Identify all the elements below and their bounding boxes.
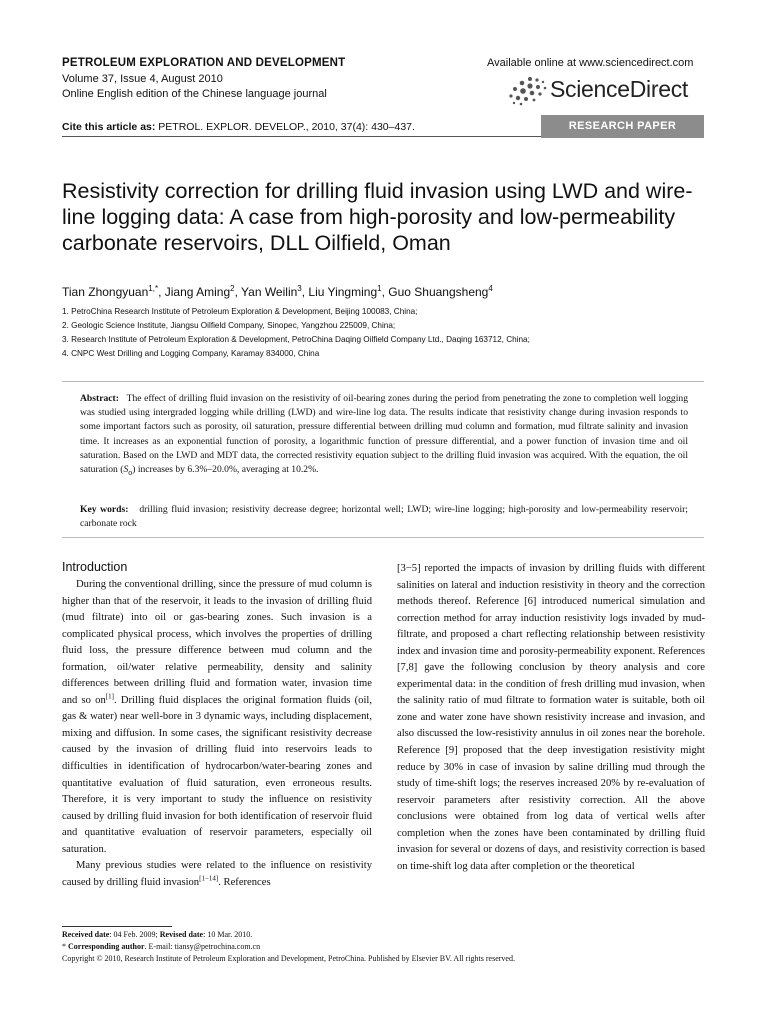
- author-name: Yan Weilin: [241, 285, 298, 299]
- paragraph-text: Many previous studies were related to the influence on resistivity caused by drilling fluid invasion: [62, 860, 372, 888]
- author-affil-mark: 1,*: [148, 284, 159, 293]
- left-column: [62, 577, 372, 891]
- abstract-bottom-rule: [62, 537, 704, 538]
- sciencedirect-logo: [508, 76, 688, 106]
- paragraph: [62, 577, 372, 858]
- journal-edition: Online English edition of the Chinese language journal: [62, 88, 327, 100]
- revised-date: : 10 Mar. 2010.: [203, 930, 253, 939]
- affiliation: 2. Geologic Science Institute, Jiangsu Oilfield Company, Sinopec, Yangzhou 225009, China;: [62, 321, 396, 330]
- author-affil-mark: 4: [488, 284, 493, 293]
- corresponding-email: . E-mail: tiansy@petrochina.com.cn: [144, 942, 261, 951]
- received-date: : 04 Feb. 2009;: [109, 930, 160, 939]
- reference-mark: [1]: [105, 692, 114, 701]
- citation-line: [62, 121, 415, 133]
- paragraph: [62, 858, 372, 891]
- author-affil-mark: 2: [230, 284, 235, 293]
- article-title: Resistivity correction for drilling fluid invasion using LWD and wire-line logging data: A case from high-porosity and low-permeability carbonate reservoirs, DLL Oilfield, Oman: [62, 179, 693, 255]
- abstract-text: The effect of drilling fluid invasion on the resistivity of oil-bearing zones during the period from penetrating the zone to completion well logging was studied using intergraded logging while drilling (LWD) and wire-line log data. The results indicate that resistivity change during invasion responds to some important factors such as porosity, oil saturation, pressure differential between drilling mud column and formation, mud filtrate salinity and invasion time. It increases as an exponential function of porosity, a logarithmic function of pressure differential, and a power function of invasion time and oil saturation. Based on the LWD and MDT data, the corrected resistivity equation subject to the drilling fluid invasion was acquired. With the equation, the oil saturation (: [80, 393, 688, 476]
- journal-name: PETROLEUM EXPLORATION AND DEVELOPMENT: [62, 57, 346, 69]
- author-name: Guo Shuangsheng: [388, 285, 489, 299]
- header-rule: [62, 136, 541, 137]
- reference-mark: [1−14]: [199, 874, 219, 883]
- author-name: Liu Yingming: [308, 285, 378, 299]
- corresponding-mark: *: [62, 942, 66, 951]
- abstract-symbol-sub: o: [128, 467, 133, 477]
- abstract-symbol: S: [123, 464, 129, 476]
- abstract-top-rule: [62, 381, 704, 382]
- article-type-badge: RESEARCH PAPER: [541, 115, 704, 138]
- paragraph-text: . References: [218, 876, 271, 888]
- cite-text: PETROL. EXPLOR. DEVELOP., 2010, 37(4): 430–437.: [158, 121, 415, 133]
- author-affil-mark: 3: [297, 284, 302, 293]
- paragraph: [397, 561, 705, 875]
- sciencedirect-dots-icon: [508, 76, 548, 106]
- right-column: [397, 561, 705, 875]
- author-affil-mark: 1: [377, 284, 382, 293]
- cite-label: Cite this article as:: [62, 121, 156, 133]
- copyright-line: Copyright © 2010, Research Institute of Petroleum Exploration and Development, PetroChina. Published by Elsevier BV. All rights reserved.: [62, 954, 515, 963]
- footnote-rule: [62, 926, 172, 927]
- author-name: Tian Zhongyuan: [62, 285, 149, 299]
- affiliation: 1. PetroChina Research Institute of Petroleum Exploration & Development, Beijing 100083, China;: [62, 307, 418, 316]
- received-label: Received date: [62, 930, 110, 939]
- received-footnote: [62, 930, 252, 939]
- corresponding-footnote: [62, 942, 260, 951]
- affiliation: 4. CNPC West Drilling and Logging Company, Karamay 834000, China: [62, 349, 320, 358]
- paragraph-text: During the conventional drilling, since the pressure of mud column is higher than that of the reservoir, it leads to the invasion of drilling fluid (mud filtrate) into oil or gas-bearing zones. Such invasion is a complicated physical process, which involves the properties of drilling fluid loss, the pressure difference between mud column and the formation, oil/water relative permeability, density and salinity differences between drilling fluid and formation water, invasion time and so on: [62, 579, 372, 706]
- abstract: [80, 392, 688, 480]
- journal-volume: Volume 37, Issue 4, August 2010: [62, 73, 223, 85]
- affiliation: 3. Research Institute of Petroleum Exploration & Development, PetroChina Daqing Oilfield Company Ltd., Daqing 163712, China;: [62, 335, 530, 344]
- keywords: [80, 503, 688, 531]
- revised-label: Revised date: [159, 930, 204, 939]
- abstract-label: Abstract:: [80, 393, 119, 404]
- author-name: Jiang Aming: [164, 285, 231, 299]
- keywords-label: Key words:: [80, 504, 129, 515]
- paragraph-text: [3−5] reported the impacts of invasion by drilling fluids with different salinities on lateral and induction resistivity in theory and the correction methods thereof. Reference [6] introduced numerical simulation and correction method for array induction resistivity logs invaded by mud-filtrate, and proposed a chart reflecting relationship between resistivity index and invasion time and porosity-permeability exponent. References [7,8] gave the following conclusion by theory analysis and core experimental data: in the condition of fresh drilling mud invasion, when the salinity ratio of mud filtrate to formation water is suitable, both oil zone and water zone have shown resistivity increase and invasion, and also discussed the low-resistivity annulus in oil zones near the borehole. Reference [9] proposed that the deep investigation resistivity might reduce by 30% in case of invasion by saline drilling mud through the study of time-shift logs; the reserves increased 20% by re-evaluation of reservoir parameters after resistivity correction. All the above conclusions were obtained from log data of vertical wells after completion when the zones have been contaminated by drilling fluid invasion for several or dozens of days, and resistivity correction is based on time-shift log data after completion or the theoretical: [397, 563, 705, 872]
- corresponding-label: Corresponding author: [68, 942, 145, 951]
- section-heading: Introduction: [62, 560, 128, 574]
- keywords-text: drilling fluid invasion; resistivity decrease degree; horizontal well; LWD; wire-line logging; high-porosity and low-permeability reservoir; carbonate rock: [80, 504, 688, 530]
- sciencedirect-wordmark: ScienceDirect: [550, 76, 688, 102]
- author-list: Tian Zhongyuan$^{1,*}$, Jiang Aming$^2$, Yan Weilin$^3$, Liu Yingming$^1$, Guo Shuangsheng$^4$: [62, 284, 493, 299]
- paragraph-text: . Drilling fluid displaces the original formation fluids (oil, gas & water) near well-bore in 3 dynamic ways, including displacement, mixing and diffusion. In some cases, the significant resistivity decrease caused by the invasion of drilling fluid into reservoirs leads to difficulties in identification of hydrocarbon/water-bearing zones and quantitative evaluation of fluid saturation, even erroneous results. Therefore, it is very important to study the influence on resistivity caused by drilling fluid invasion for both identification of reservoir fluid and quantitative evaluation of reservoir parameters, especially oil saturation.: [62, 694, 372, 855]
- abstract-text-end: ) increases by 6.3%–20.0%, averaging at 10.2%.: [132, 464, 319, 476]
- availability-line: Available online at www.sciencedirect.com: [487, 57, 694, 69]
